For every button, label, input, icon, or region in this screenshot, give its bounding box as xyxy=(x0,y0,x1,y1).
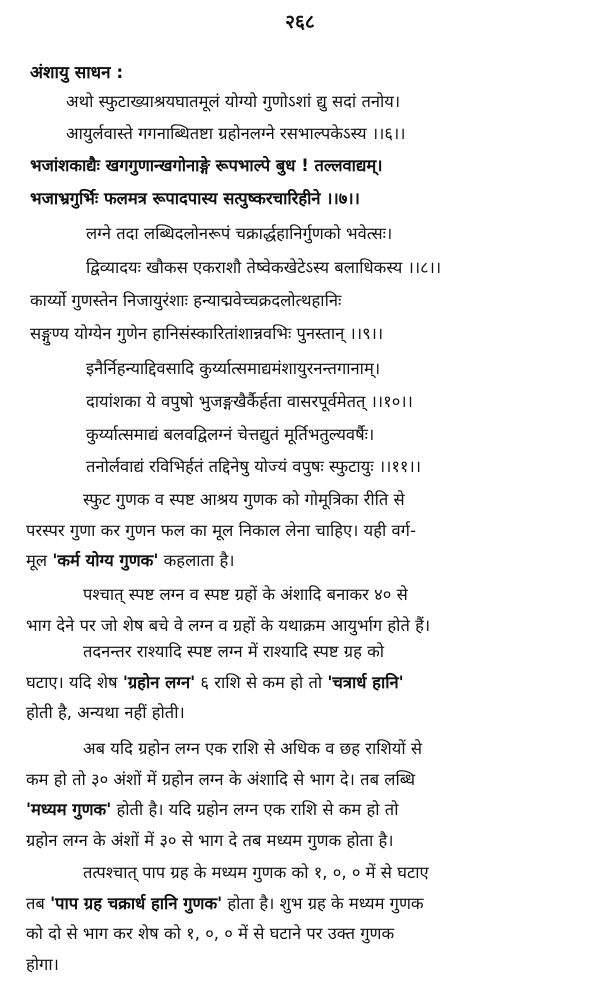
paragraph-line: भाग देने पर जो शेष बचे वे लग्न व ग्रहों के यथाक्रम आयुर्भाग होते हैं। xyxy=(26,615,431,635)
section-heading: अंशायु साधन : xyxy=(30,63,124,83)
paragraph-line: तत्पश्चात् पाप ग्रह के मध्यम गुणक को १, ०, ० में से घटाए xyxy=(83,863,429,882)
paragraph xyxy=(26,734,572,856)
verse-line: अथो स्फुटाख्याश्रयघातमूलं योग्यो गुणोऽशां द्यु सदां तनोय। xyxy=(66,92,401,111)
paragraph-line: को दो से भाग कर शेष को १, ०, ० में से घटाने पर उक्त गुणक xyxy=(26,924,395,943)
paragraph xyxy=(26,858,572,980)
verse-line: सङ्गुण्य योग्येन गुणेन हानिसंस्कारितांशान्नवभिः पुनस्तान् ।।९।। xyxy=(30,324,384,343)
paragraph-line: अब यदि ग्रहोन लग्न एक राशि से अधिक व छह राशियों से xyxy=(83,739,422,758)
verse-line: आयुर्लवास्ते गगनाब्धितष्टा ग्रहोनलग्ने रसभाल्पकेऽस्य ।।६।। xyxy=(66,124,406,143)
key-term: 'कर्म योग्य गुणक' xyxy=(52,551,159,570)
paragraph-line: घटाए। यदि शेष 'ग्रहोन लग्न' ६ राशि से कम हो तो 'चत्रार्ध हानि' xyxy=(26,672,404,692)
verse-line: लग्ने तदा लब्धिदलोनरूपं चक्रार्द्धहानिर्गुणको भवेत्सः। xyxy=(86,224,393,243)
paragraph-line: परस्पर गुणा कर गुणन फल का मूल निकाल लेना चाहिए। यही वर्ग- xyxy=(26,520,416,540)
paragraph-line: तदनन्तर राश्यादि स्पष्ट लग्न में राश्यादि स्पष्ट ग्रह को xyxy=(83,642,385,661)
paragraph-line: कम हो तो ३० अंशों में ग्रहोन लग्न के अंशादि से भाग दे। तब लब्धि xyxy=(26,769,416,789)
key-term: 'ग्रहोन लग्न' xyxy=(122,672,196,692)
paragraph-line: तब 'पाप ग्रह चक्रार्ध हानि गुणक' होता है। शुभ ग्रह के मध्यम गुणक xyxy=(26,893,424,913)
verse-line: कार्य्यो गुणस्तेन निजायुरंशाः हन्याद्मवेच्चक्रदलोत्थहानिः xyxy=(30,291,342,310)
key-term: 'पाप ग्रह चक्रार्ध हानि गुणक' xyxy=(50,893,223,913)
key-term: 'चत्रार्ध हानि' xyxy=(327,672,404,692)
verse-line: तनोर्लवाद्यं रविभिर्हतं तद्दिनेषु योज्यं वपुषः स्फुटायुः ।।११।। xyxy=(86,457,422,476)
paragraph xyxy=(26,637,572,729)
verse-line: भजाभ्रगुर्भिः फलमत्र रूपादपास्य सत्पुष्करचारिहीने ।।७।। xyxy=(30,189,360,208)
key-term: 'मध्यम गुणक' xyxy=(26,800,112,819)
paragraph-line: पश्चात् स्पष्ट लग्न व स्पष्ट ग्रहों के अंशादि बनाकर ४० से xyxy=(83,585,408,604)
paragraph xyxy=(26,580,572,641)
paragraph-line: होगा। xyxy=(26,954,59,974)
paragraph-line: ग्रहोन लग्न के अंशों में ३० से भाग दे तब मध्यम गुणक होता है। xyxy=(26,830,394,850)
paragraph-line: होती है, अन्यथा नहीं होती। xyxy=(26,703,185,722)
verse-line: दायांशका ये वपुषो भुजङ्गखैर्कैर्हता वासरपूर्वमेतत् ।।१०।। xyxy=(86,392,413,411)
verse-line: कुर्य्यात्समाद्यं बलवद्विलग्नं चेत्तद्युतं मूर्तिभतुल्यवर्षैः। xyxy=(86,425,375,444)
paragraph xyxy=(26,485,572,577)
verse-line: इनैर्निहन्याद्दिवसादि कुर्य्यात्समाद्यमंशायुरनन्तगानाम्। xyxy=(86,359,381,378)
page-number: २६८ xyxy=(285,11,315,33)
verse-line: भजांशकाद्यैः खगगुणान्खगोनाङ्गे रूपभाल्पे बुध ! तल्लवाद्यम्। xyxy=(30,156,383,175)
paragraph-line: स्फुट गुणक व स्पष्ट आश्रय गुणक को गोमूत्रिका रीति से xyxy=(83,490,405,509)
paragraph-line: 'मध्यम गुणक' होती है। यदि ग्रहोन लग्न एक राशि से कम हो तो xyxy=(26,800,399,819)
verse-line: द्विव्यादयः खौकस एकराशौ तेष्वेकखेटेऽस्य बलाधिकस्य ।।८।। xyxy=(86,258,442,277)
paragraph-line: मूल 'कर्म योग्य गुणक' कहलाता है। xyxy=(26,551,235,570)
